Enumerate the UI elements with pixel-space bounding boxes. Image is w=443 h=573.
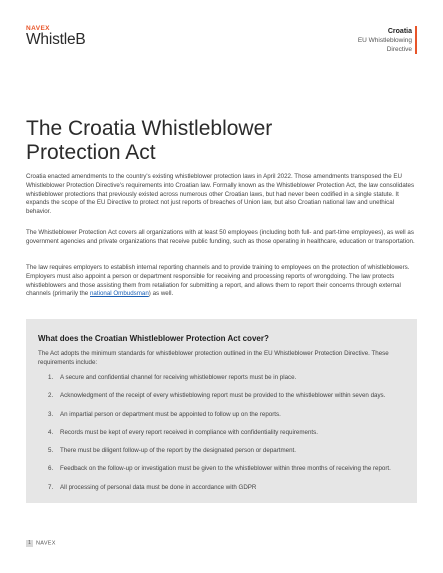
list-item bbox=[38, 484, 406, 493]
list-item-text: An impartial person or department must be appointed to follow up on the reports. bbox=[60, 410, 281, 418]
requirements-text-start: The law requires employers to establish internal reporting channels and to provide training to employees on the protection of whistleblowers. Employers must also appoint a person or department responsible for receiving and processing reports of wrongdoing. The law protects whistleblowers and those assisting them from retaliation for submitting a report, and allows them to report their concerns through external channels (primarily the bbox=[26, 264, 410, 298]
coverage-paragraph: The Whistleblower Protection Act covers all organizations with at least 50 employees (including both full- and part-time employees), as well as government agencies and private organizations that receive public funding, such as those operating in healthcare, education or transportation. bbox=[26, 229, 415, 245]
list-item bbox=[38, 411, 406, 420]
list-item-number: 5. bbox=[48, 447, 54, 455]
list-item-number: 7. bbox=[48, 483, 54, 491]
document-tag-line2: Directive bbox=[386, 46, 412, 53]
page-number: 1 bbox=[26, 540, 33, 547]
list-item-number: 1. bbox=[48, 374, 54, 381]
accent-bar bbox=[415, 26, 417, 54]
list-item-number: 4. bbox=[48, 428, 54, 436]
list-item bbox=[38, 465, 406, 474]
list-item-text: A secure and confidential channel for receiving whistleblower reports must be in place. bbox=[60, 374, 297, 381]
list-item bbox=[38, 374, 406, 383]
list-item bbox=[38, 392, 406, 401]
list-item-text: Feedback on the follow-up or investigation must be given to the whistleblower within three months of receiving the report. bbox=[60, 465, 391, 473]
ombudsman-link[interactable]: national Ombudsman bbox=[89, 290, 149, 298]
document-tag bbox=[358, 27, 412, 54]
page-footer bbox=[26, 540, 56, 547]
document-tag-line1: EU Whistleblowing bbox=[357, 37, 412, 44]
list-item-text: Acknowledgment of the receipt of every whistleblowing report must be provided to the whistleblower within seven days. bbox=[60, 392, 386, 400]
footer-brand: NAVEX bbox=[36, 540, 56, 547]
list-item-text: There must be diligent follow-up of the report by the designated person or department. bbox=[60, 447, 296, 455]
list-item-number: 6. bbox=[48, 465, 54, 473]
list-item-number: 3. bbox=[48, 410, 54, 418]
whistleb-logo[interactable] bbox=[26, 25, 86, 48]
coverage-box bbox=[26, 319, 417, 503]
list-item bbox=[38, 429, 406, 438]
coverage-box-title: What does the Croatian Whistleblower Protection Act cover? bbox=[38, 334, 269, 343]
requirements-list bbox=[38, 374, 406, 502]
document-tag-title: Croatia bbox=[387, 28, 412, 35]
list-item-text: Records must be kept of every report received in compliance with confidentiality requirements. bbox=[60, 428, 318, 436]
page-header bbox=[0, 0, 443, 60]
list-item-text: All processing of personal data must be done in accordance with GDPR bbox=[60, 483, 257, 491]
intro-paragraph: Croatia enacted amendments to the country's existing whistleblower protection laws in April 2022. Those amendments transposed the EU Whistleblower Protection Directive's requirements into Croatian law. Formally known as the Whistleblower Protection Act, the law consolidates whistleblower protections that previously existed across numerous other Croatian laws, but had never been codified in a single statute. It expands the scope of the EU Directive to protect not just reports of breaches of Union law, but also Croatian national law and unethical behavior. bbox=[26, 173, 415, 216]
list-item-number: 2. bbox=[48, 392, 54, 400]
logo-whistleb-text: WhistleB bbox=[26, 31, 86, 48]
page-title: The Croatia Whistleblower Protection Act bbox=[26, 117, 273, 164]
requirements-paragraph bbox=[26, 264, 418, 299]
logo-navex-text: NAVEX bbox=[26, 25, 50, 32]
coverage-box-intro: The Act adopts the minimum standards for whistleblower protection outlined in the EU Whistleblower Protection Directive. These requirements include: bbox=[38, 350, 389, 366]
list-item bbox=[38, 447, 406, 456]
requirements-text-end: ) as well. bbox=[148, 290, 174, 298]
